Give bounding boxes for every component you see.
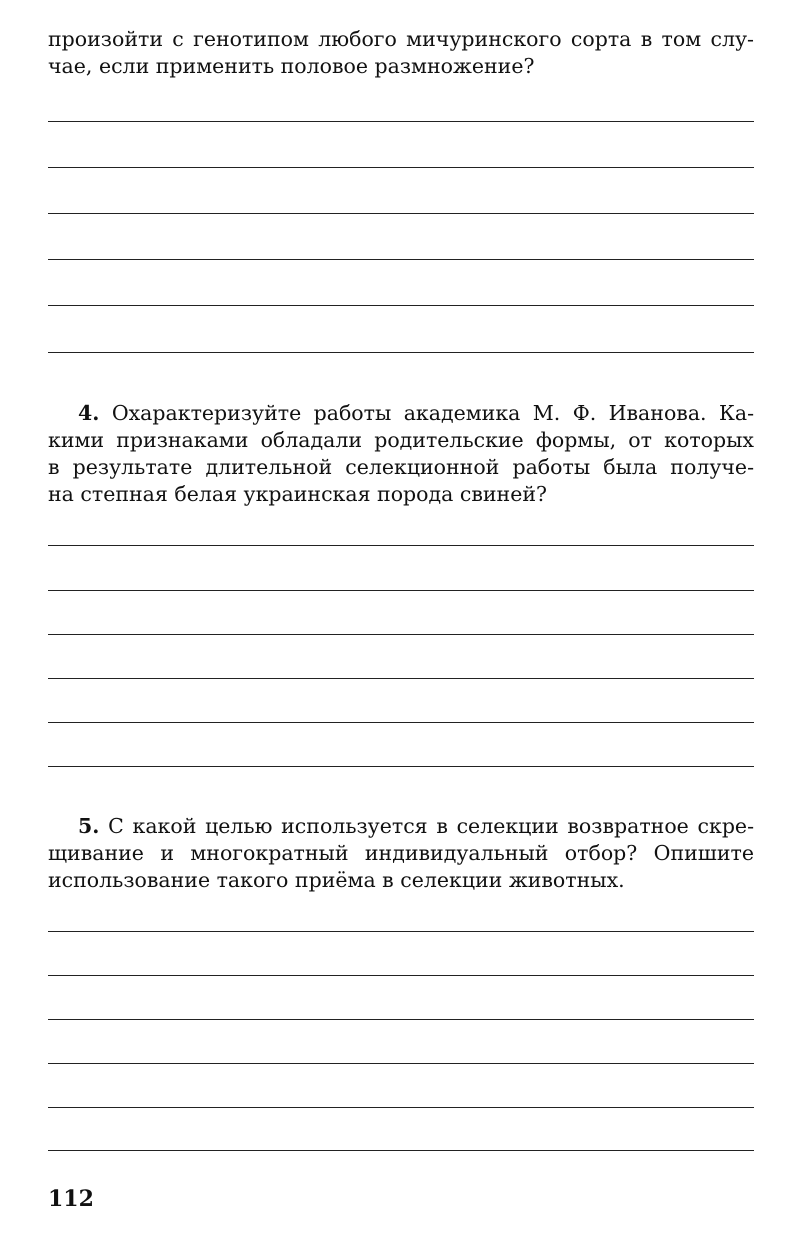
answer-line[interactable] [48, 213, 754, 214]
answer-line[interactable] [48, 590, 754, 591]
question-text: Охарактеризуйте работы академика М. Ф. Иванова. Ка- [99, 401, 754, 425]
question-number: 5. [78, 814, 100, 838]
answer-line[interactable] [48, 678, 754, 679]
answer-line[interactable] [48, 305, 754, 306]
answer-line[interactable] [48, 121, 754, 122]
text-line: на степная белая украинская порода свиней? [48, 482, 547, 506]
text-line: кими признаками обладали родительские формы, от которых [48, 428, 754, 452]
text-line [48, 400, 754, 427]
text-line [48, 813, 754, 840]
answer-line[interactable] [48, 1107, 754, 1108]
answer-line[interactable] [48, 634, 754, 635]
text-line: использование такого приёма в селекции животных. [48, 868, 625, 892]
answer-line[interactable] [48, 167, 754, 168]
question-5 [48, 813, 754, 894]
answer-line[interactable] [48, 1019, 754, 1020]
answer-line[interactable] [48, 259, 754, 260]
text-line: чае, если применить половое размножение? [48, 54, 535, 78]
answer-line[interactable] [48, 1150, 754, 1151]
answer-line[interactable] [48, 931, 754, 932]
question-4 [48, 400, 754, 508]
question-text: С какой целью используется в селекции возвратное скре- [99, 814, 754, 838]
answer-line[interactable] [48, 975, 754, 976]
text-line: в результате длительной селекционной работы была получе- [48, 455, 754, 479]
page-number: 112 [48, 1186, 94, 1212]
question-number: 4. [78, 401, 100, 425]
answer-line[interactable] [48, 722, 754, 723]
text-line: щивание и многократный индивидуальный отбор? Опишите [48, 841, 754, 865]
answer-line[interactable] [48, 352, 754, 353]
answer-line[interactable] [48, 766, 754, 767]
answer-line[interactable] [48, 545, 754, 546]
text-line: произойти с генотипом любого мичуринского сорта в том слу- [48, 27, 754, 51]
answer-line[interactable] [48, 1063, 754, 1064]
question-3-continuation [48, 26, 754, 80]
